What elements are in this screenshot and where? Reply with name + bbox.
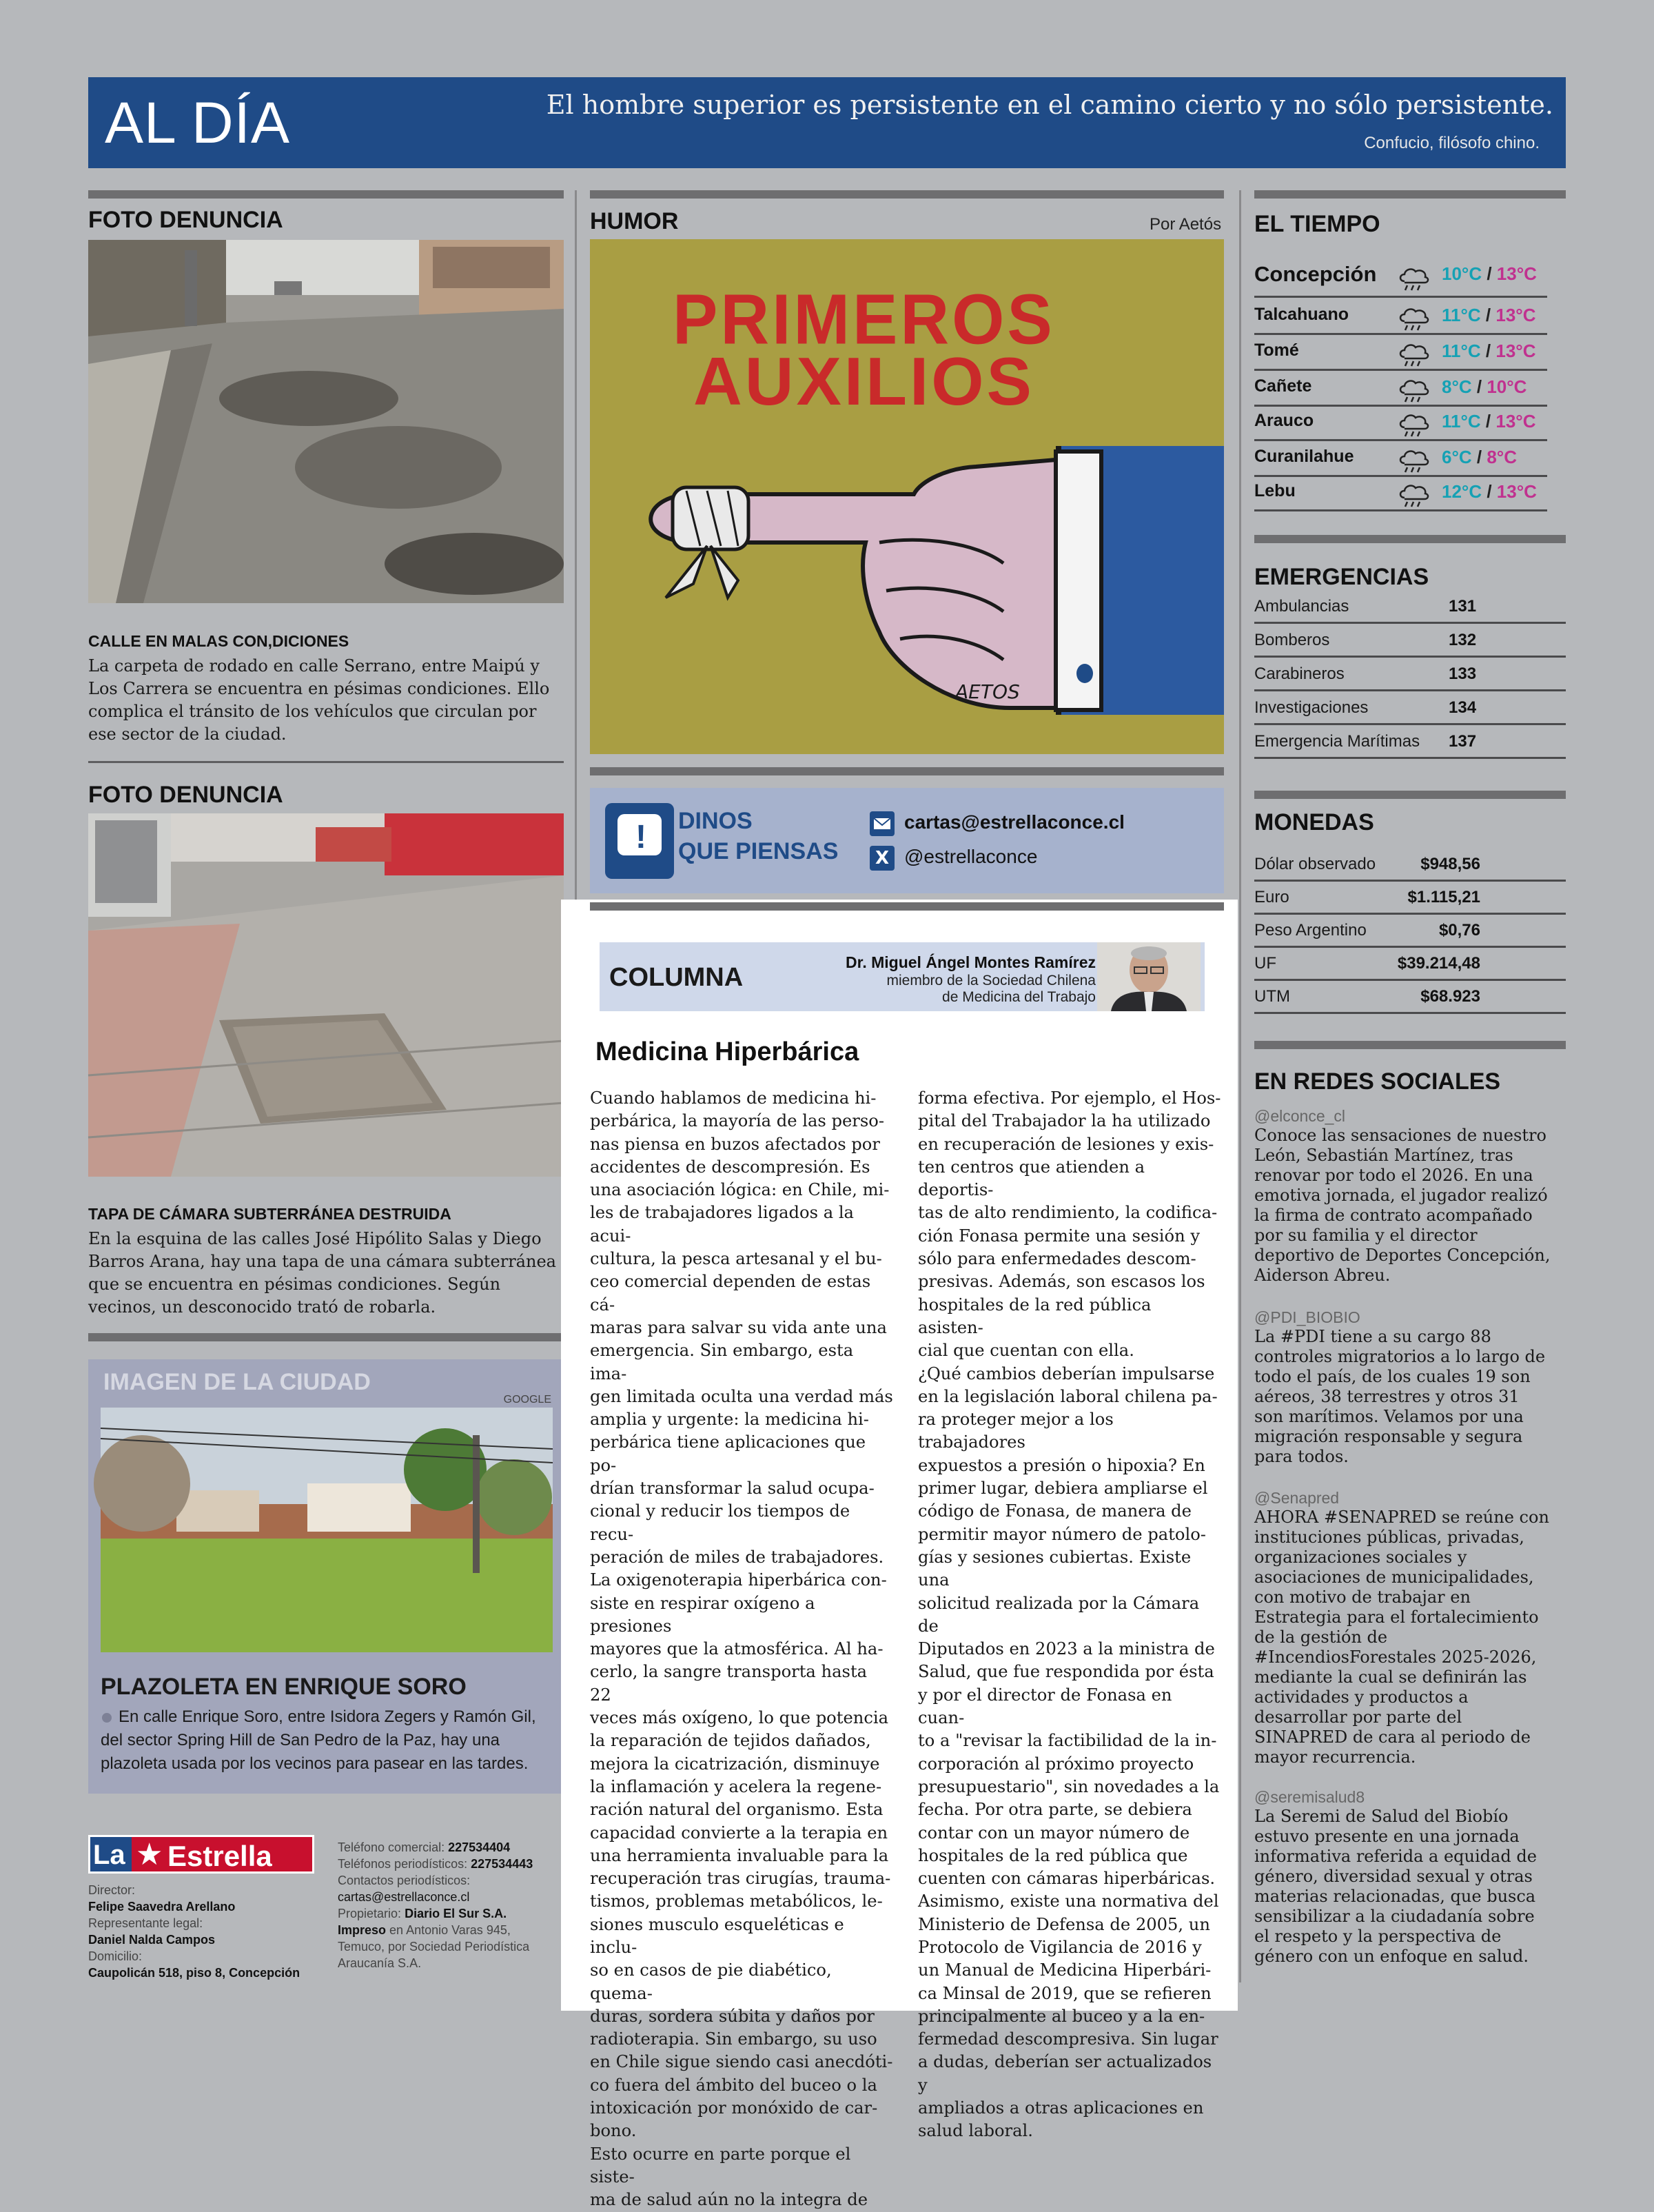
emergency-number: 132 (1449, 631, 1477, 649)
publisher-contacts: Teléfono comercial: 227534404 Teléfonos periodísticos: 227534443 Contactos periodísticos: cartas@estrellaconce.cl Propietario: Diario El Sur S.A. Impreso en Antonio Varas 945, Temuco, por Sociedad Periodística Araucanía S.A. (338, 1840, 533, 1970)
emergency-number: 133 (1449, 664, 1477, 683)
column-body-1: Cuando hablamos de medicina hi- perbárica, la mayoría de las perso- nas piensa en buzos afectados por accidentes de descompresión. Es una asociación lógica: en Chile, mi- les de trabajadores ligados a la acui- cultura, la pesca artesanal y el bu- ceo comercial dependen de estas cá- maras para salvar su vida ante una emergencia. Sin embargo, esta ima- gen limitada oculta una verdad más amplia y urgente: la medicina hi- perbárica tiene aplicaciones que po- drían transformar la salud ocupa- cional y reducir los tiempos de recu- peración de miles de trabajadores. La oxigenoterapia hiperbárica con- siste en respirar oxígeno a presiones mayores que la atmosférica. Al ha- cerlo, la sangre transporta hasta 22 veces más oxígeno, lo que potencia la reparación de tejidos dañados, mejora la cicatrización, disminuye la inflamación y acelera la regene- ración natural del organismo. Esta capacidad convierte a la terapia en una herramienta invaluable para la recuperación tras cirugías, trauma- tismos, problemas metabólicos, le- siones musculo esqueléticas e inclu- so en casos de pie diabético, quema- duras, sordera súbita y daños por radioterapia. Sin embargo, su uso en Chile sigue siendo casi anecdóti- co fuera del ámbito del buceo o la intoxicación por monóxido de car- bono. Esto ocurre en parte porque el siste- ma de salud aún no la integra de (590, 1088, 893, 2210)
monedas-heading: MONEDAS (1254, 809, 1374, 835)
temp-separator: / (1485, 341, 1491, 361)
temp-min: 6°C (1442, 447, 1472, 467)
divider (590, 190, 1224, 199)
cartoon-title-1: PRIMEROS (673, 279, 1055, 359)
dinos-box (590, 788, 1224, 893)
rain-cloud-icon (1398, 305, 1429, 332)
temp-max: 10°C (1487, 376, 1527, 397)
divider (88, 1333, 564, 1341)
currency-row (1254, 881, 1566, 915)
temp-separator: / (1487, 481, 1492, 502)
weather-city: Lebu (1254, 481, 1296, 500)
temp-max: 8°C (1487, 447, 1517, 467)
divider (1254, 791, 1566, 799)
imagen-ciudad-box (88, 1359, 564, 1794)
weather-row (1254, 301, 1547, 335)
weather-city: Curanilahue (1254, 447, 1354, 466)
caption-title: TAPA DE CÁMARA SUBTERRÁNEA DESTRUIDA (88, 1205, 451, 1223)
weather-city: Concepción (1254, 262, 1377, 286)
dinos-social[interactable]: @estrellaconce (904, 846, 1038, 867)
social-handle[interactable]: @PDI_BIOBIO (1254, 1308, 1360, 1326)
temp-separator: / (1485, 411, 1491, 432)
temp-min: 8°C (1442, 376, 1472, 397)
currency-label: Dólar observado (1254, 855, 1376, 873)
rain-cloud-icon (1398, 447, 1429, 474)
social-post (1254, 1489, 1558, 1767)
mail-icon (870, 811, 895, 836)
photo-credit: GOOGLE (503, 1394, 551, 1406)
temp-min: 11°C (1442, 411, 1481, 432)
temp-min: 12°C (1442, 481, 1482, 502)
quote-author: Confucio, filósofo chino. (1364, 134, 1540, 152)
currency-label: Peso Argentino (1254, 921, 1367, 940)
column-header (600, 942, 1205, 1011)
currency-value: $0,76 (1438, 921, 1480, 940)
column-body-2: forma efectiva. Por ejemplo, el Hos- pital del Trabajador la ha utilizado en recuperación de lesiones y exis- ten centros que atienden a deportis- tas de alto rendimiento, la codifica- ción Fonasa permite una sesión y sólo para enfermedades descom- presivas. Además, son escasos los hospitales de la red pública asisten- cial que cuentan con ella. ¿Qué cambios deberían impulsarse en la legislación laboral chilena pa- ra proteger mejor a los trabajadores expuestos a presión o hipoxia? En primer lugar, debiera ampliarse el código de Fonasa, de manera de permitir mayor número de patolo- gías y sesiones cubiertas. Existe una solicitud realizada por la Cámara de Diputados en 2023 a la ministra de Salud, que fue respondida por ésta y por el director de Fonasa en cuan- to a "revisar la factibilidad de la in- corporación al próximo proyecto presupuestario", sin novedades a la fecha. Por otra parte, se debiera contar con un mayor número de hospitales de la red pública que cuenten con cámaras hiperbáricas. Asimismo, existe una normativa del Ministerio de Defensa de 2005, un Protocolo de Vigilancia de 2016 y un Manual de Medicina Hiperbári- ca Minsal de 2019, que se refieren principalmente al buceo y a la en- fermedad descompresiva. Sin lugar a dudas, deberían ser actualizados y ampliados a otras aplicaciones en salud laboral. (918, 1088, 1221, 2141)
weather-row (1254, 372, 1547, 407)
column-tag: COLUMNA (609, 963, 744, 992)
rain-cloud-icon (1398, 376, 1429, 404)
divider (1254, 1041, 1566, 1049)
temp-max: 13°C (1496, 481, 1537, 502)
author-photo (1097, 942, 1201, 1011)
emergency-number: 137 (1449, 732, 1477, 751)
weather-temps (1442, 376, 1527, 398)
weather-row (1254, 407, 1547, 441)
currency-label: Euro (1254, 888, 1289, 906)
humor-author: Por Aetós (1150, 215, 1222, 234)
divider (590, 767, 1224, 775)
social-post (1254, 1788, 1558, 1967)
currency-row (1254, 914, 1566, 948)
caption-body: La carpeta de rodado en calle Serrano, entre Maipú y Los Carrera se encuentra en pésimas condiciones. Ello complica el tránsito de los vehículos que circulan por ese sector de la ciudad. (88, 656, 550, 744)
divider (1254, 535, 1566, 543)
emergency-row (1254, 691, 1566, 725)
weather-row (1254, 477, 1547, 511)
divider (1254, 190, 1566, 199)
currency-value: $948,56 (1420, 855, 1480, 873)
emergency-row (1254, 658, 1566, 691)
divider (590, 902, 1224, 911)
emergency-label: Bomberos (1254, 631, 1330, 649)
weather-row (1254, 255, 1547, 298)
emergency-label: Investigaciones (1254, 698, 1369, 717)
temp-min: 11°C (1442, 305, 1481, 325)
currency-row (1254, 848, 1566, 882)
humor-heading: HUMOR (590, 208, 679, 234)
dinos-email[interactable]: cartas@estrellaconce.cl (904, 811, 1125, 833)
caption-body: En la esquina de las calles José Hipólito Salas y Diego Barros Arana, hay una tapa de una cámara subterránea que se encuentra en pésimas condiciones. Según vecinos, un desconocido trató de robarla. (88, 1229, 556, 1317)
temp-max: 13°C (1495, 411, 1536, 432)
foto-denuncia-heading: FOTO DENUNCIA (88, 782, 283, 808)
emergency-row (1254, 590, 1566, 624)
weather-city: Cañete (1254, 376, 1312, 396)
temp-max: 13°C (1495, 341, 1536, 361)
emergency-number: 131 (1449, 597, 1477, 616)
emergencias-heading: EMERGENCIAS (1254, 564, 1429, 590)
street-photo (88, 240, 564, 603)
weather-temps (1442, 341, 1535, 362)
weather-row (1254, 443, 1547, 477)
weather-temps (1442, 263, 1537, 285)
column-author: Dr. Miguel Ángel Montes Ramírez (846, 953, 1096, 971)
temp-max: 13°C (1496, 263, 1537, 284)
social-handle[interactable]: @elconce_cl (1254, 1107, 1346, 1125)
column-panel (561, 900, 1238, 2210)
temp-max: 13°C (1495, 305, 1536, 325)
plazoleta-photo (101, 1408, 553, 1652)
currency-value: $68.923 (1420, 987, 1480, 1006)
caption-title: CALLE EN MALAS CON,DICIONES (88, 632, 349, 650)
social-handle[interactable]: @seremisalud8 (1254, 1788, 1365, 1806)
column-divider (1239, 190, 1241, 1982)
currency-row (1254, 980, 1566, 1014)
weather-row (1254, 336, 1547, 371)
social-text: La Seremi de Salud del Biobío estuvo presente en una jornada informativa referida a equidad de género, diversidad sexual y otras materias relacionadas, que busca sensibilizar a la ciudadanía sobre el respeto y la perspectiva de género con un enfoque en salud. (1254, 1807, 1537, 1966)
column-title: Medicina Hiperbárica (595, 1037, 859, 1066)
currency-row (1254, 947, 1566, 981)
temp-separator: / (1476, 376, 1482, 397)
emergency-label: Carabineros (1254, 664, 1345, 683)
emergency-row (1254, 624, 1566, 658)
rain-cloud-icon (1398, 341, 1429, 368)
emergency-row (1254, 725, 1566, 759)
humor-cartoon (590, 239, 1224, 754)
star-icon: ★ (136, 1837, 163, 1872)
weather-temps (1442, 447, 1517, 468)
masthead-quote: El hombre superior es persistente en el camino cierto y no sólo persistente. (546, 90, 1553, 120)
temp-separator: / (1485, 305, 1491, 325)
weather-city: Tomé (1254, 341, 1299, 360)
weather-temps (1442, 481, 1537, 503)
column-author-role: miembro de la Sociedad Chilena de Medicina del Trabajo (886, 973, 1096, 1005)
plazoleta-body: En calle Enrique Soro, entre Isidora Zegers y Ramón Gil, del sector Spring Hill de San Pedro de la Paz, hay una plazoleta usada por los vecinos para pasear en las tardes. (101, 1707, 536, 1773)
temp-min: 11°C (1442, 341, 1481, 361)
weather-temps (1442, 305, 1535, 326)
cartoon-title-2: AUXILIOS (693, 343, 1034, 419)
emergency-number: 134 (1449, 698, 1477, 717)
divider (88, 761, 564, 763)
emergency-label: Emergencia Marítimas (1254, 732, 1420, 751)
social-post (1254, 1107, 1558, 1286)
x-social-icon: X (870, 846, 895, 871)
sidewalk-photo (88, 813, 564, 1177)
currency-value: $39.214,48 (1397, 954, 1480, 973)
currency-label: UF (1254, 954, 1276, 973)
weather-city: Talcahuano (1254, 305, 1349, 324)
tiempo-heading: EL TIEMPO (1254, 211, 1380, 237)
temp-separator: / (1476, 447, 1482, 467)
social-text: La #PDI tiene a su cargo 88 controles migratorios a lo largo de todo el país, de los cuales 19 son aéreos, 38 terrestres y otros 31 son marítimos. Velamos por una migración responsable y segura para todos. (1254, 1327, 1546, 1466)
temp-min: 10°C (1442, 263, 1482, 284)
section-title: AL DÍA (105, 90, 290, 155)
la-estrella-logo: La ★ Estrella (88, 1835, 314, 1874)
rain-cloud-icon (1398, 265, 1429, 292)
foto-denuncia-heading: FOTO DENUNCIA (88, 207, 283, 233)
exclamation-icon: ! (605, 803, 674, 879)
currency-value: $1.115,21 (1407, 888, 1480, 906)
currency-label: UTM (1254, 987, 1290, 1006)
emergency-label: Ambulancias (1254, 597, 1349, 616)
masthead-banner (88, 77, 1566, 168)
social-text: AHORA #SENAPRED se reúne con instituciones públicas, privadas, organizaciones sociales y asociaciones de municipalidades, con motivo de trabajar en Estrategia para el fortalecimiento de la gestión de #IncendiosForestales 2025-2026, mediante la cual se definirán las actividades y productos a desarrollar por parte del SINAPRED de cara al periodo de mayor recurrencia. (1254, 1508, 1549, 1767)
social-text: Conoce las sensaciones de nuestro León, Sebastián Martínez, tras renovar por todo el 2026. En una emotiva jornada, el jugador realizó la firma de contrato acompañado por su familia y el director deportivo de Deportes Concepción, Aiderson Abreu. (1254, 1126, 1551, 1285)
redes-heading: EN REDES SOCIALES (1254, 1068, 1501, 1095)
divider (88, 190, 564, 199)
imagen-ciudad-heading: IMAGEN DE LA CIUDAD (103, 1369, 371, 1395)
rain-cloud-icon (1398, 481, 1429, 509)
social-post (1254, 1308, 1558, 1467)
rain-cloud-icon (1398, 411, 1429, 438)
publisher-staff: Director: Felipe Saavedra Arellano Representante legal: Daniel Nalda Campos Domicilio: Caupolicán 518, piso 8, Concepción (88, 1883, 300, 1980)
cartoon-signature: AETOS (955, 680, 1020, 703)
dinos-label: DINOS QUE PIENSAS (678, 808, 839, 864)
temp-separator: / (1487, 263, 1492, 284)
weather-city: Arauco (1254, 411, 1314, 430)
plazoleta-title: PLAZOLETA EN ENRIQUE SORO (101, 1674, 467, 1700)
weather-temps (1442, 411, 1535, 432)
social-handle[interactable]: @Senapred (1254, 1489, 1340, 1507)
